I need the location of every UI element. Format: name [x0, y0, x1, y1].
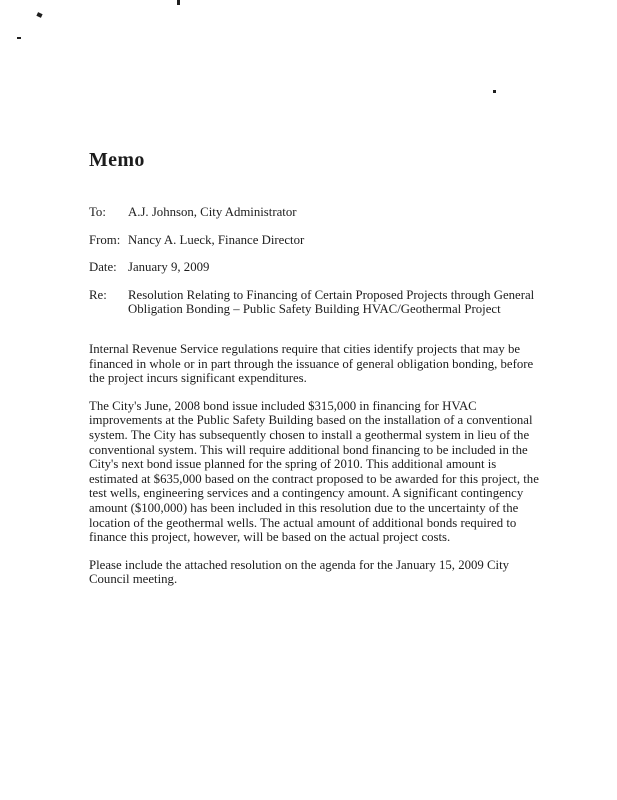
scan-speck [177, 0, 180, 5]
memo-title: Memo [89, 149, 145, 171]
field-label-from: From: [89, 232, 121, 247]
body-paragraph-irs: Internal Revenue Service regulations require that cities identify projects that may be financed in whole or in part through the issuance of general obligation bonding, before the project incurs significant expenditures. [89, 341, 534, 386]
field-row-to [89, 205, 571, 220]
scan-speck [17, 37, 21, 39]
body-paragraph-agenda-request: Please include the attached resolution on the agenda for the January 15, 2009 City Council meeting. [89, 557, 510, 587]
field-row-re [89, 288, 571, 317]
field-value-re: Resolution Relating to Financing of Certain Proposed Projects through General Obligation Bonding – Public Safety Building HVAC/Geothermal Project [128, 287, 535, 317]
memo-content [89, 148, 571, 600]
scan-speck [36, 12, 42, 18]
body-paragraph-bond-details: The City's June, 2008 bond issue included $315,000 in financing for HVAC improvements at the Public Safety Building based on the installation of a conventional system. The City has subsequently chosen to install a geothermal system in lieu of the conventional system. This will require additional bond financing to be included in the City's next bond issue planned for the spring of 2010. This additional amount is estimated at $635,000 based on the contract proposed to be awarded for this project, the test wells, engineering services and a contingency amount. A significant contingency amount ($100,000) has been included in this resolution due to the uncertainty of the location of the geothermal wells. The actual amount of additional bonds required to finance this project, however, will be based on the actual project costs. [89, 398, 539, 545]
field-row-date [89, 260, 571, 275]
field-value-to: A.J. Johnson, City Administrator [128, 205, 297, 219]
field-label-re: Re: [89, 287, 107, 302]
field-label-to: To: [89, 205, 106, 219]
field-value-from: Nancy A. Lueck, Finance Director [128, 232, 305, 247]
field-row-from [89, 233, 571, 248]
memo-header-fields [89, 205, 571, 317]
field-value-date: January 9, 2009 [128, 260, 210, 275]
field-label-date: Date: [89, 260, 117, 275]
scan-speck [493, 90, 496, 93]
